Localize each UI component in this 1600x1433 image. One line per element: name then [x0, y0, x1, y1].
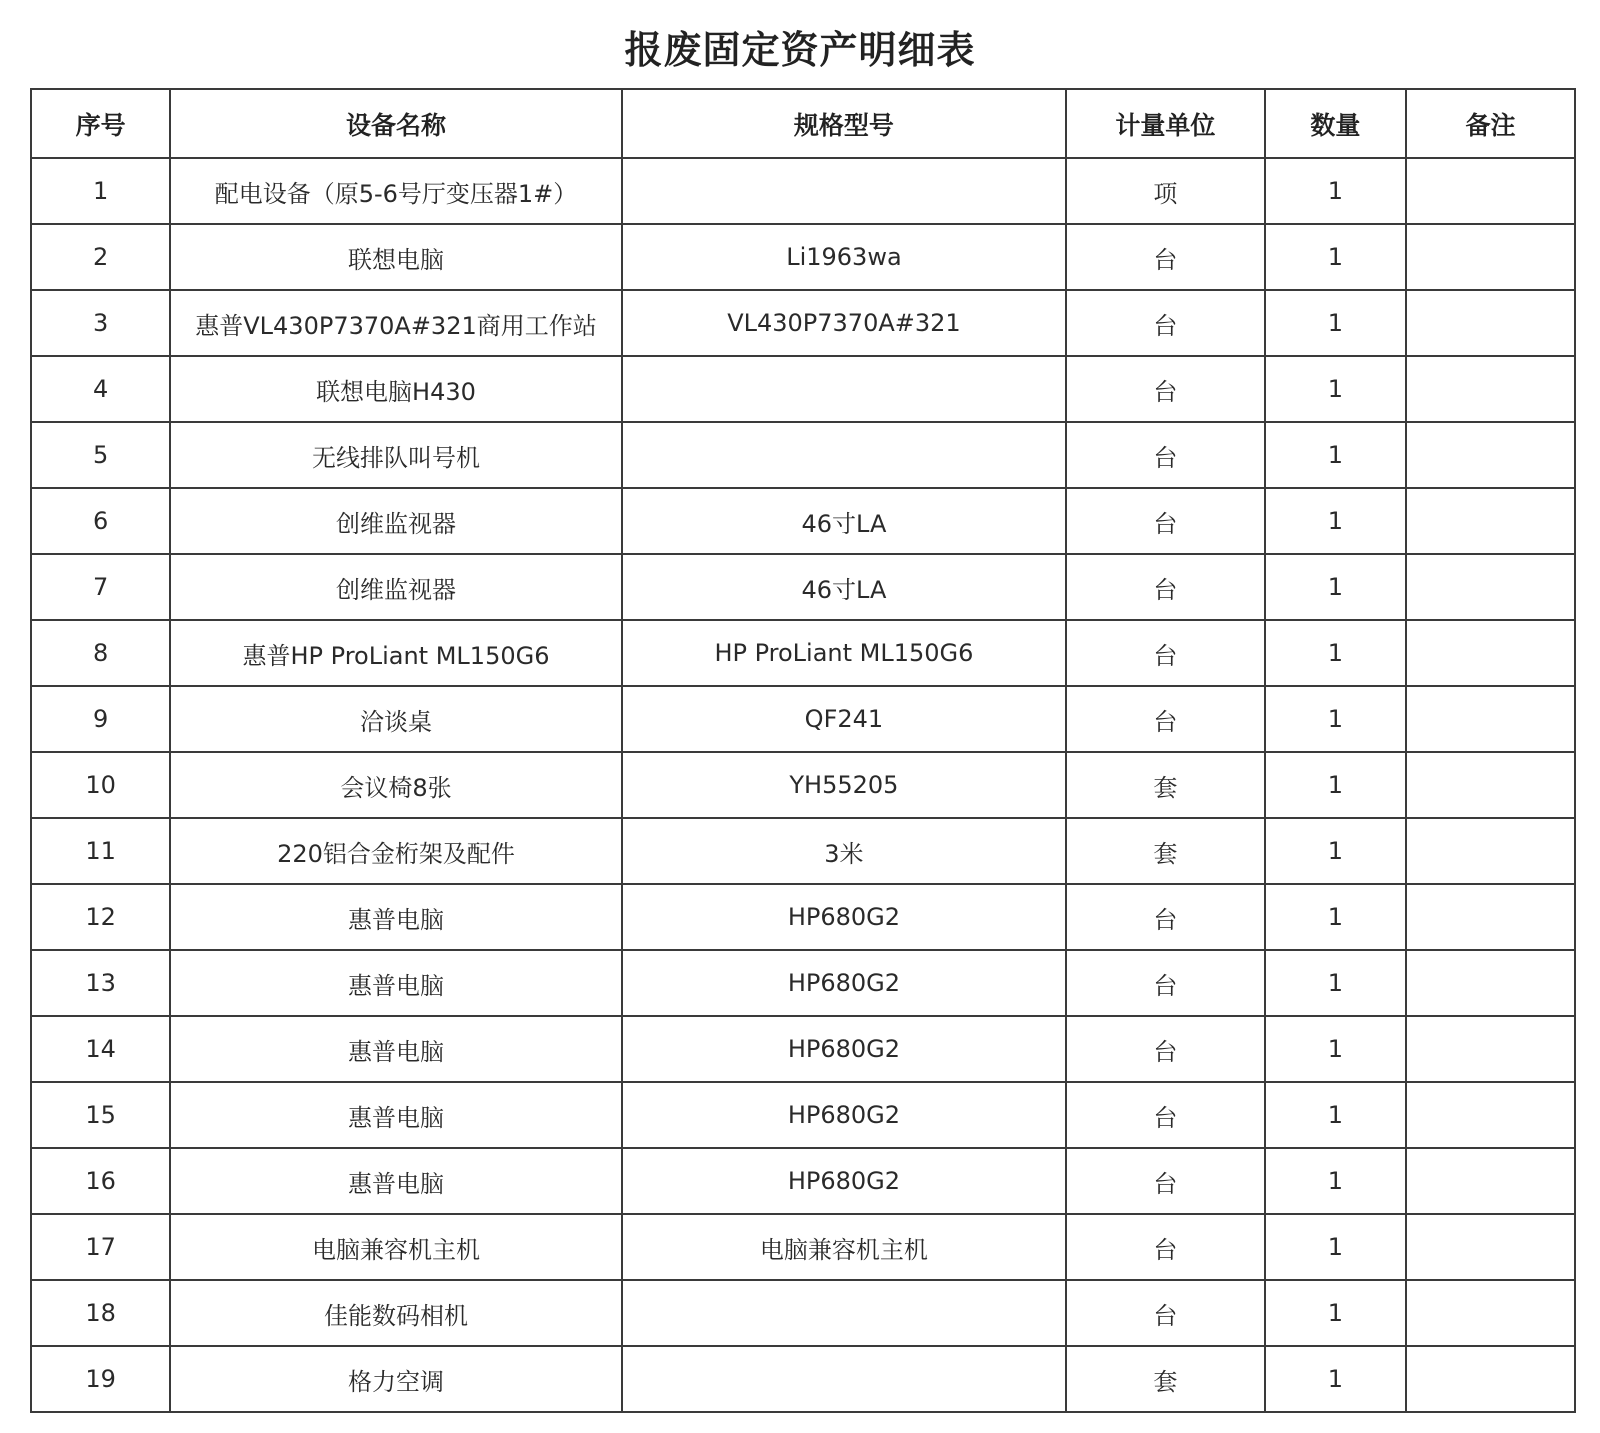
- cell-name: 会议椅8张: [170, 752, 622, 818]
- cell-unit: 台: [1066, 884, 1265, 950]
- cell-no: 7: [31, 554, 170, 620]
- cell-unit: 套: [1066, 1346, 1265, 1412]
- col-header-remark: 备注: [1406, 89, 1575, 158]
- cell-model: QF241: [622, 686, 1066, 752]
- cell-name: 惠普电脑: [170, 1082, 622, 1148]
- cell-qty: 1: [1265, 1082, 1406, 1148]
- cell-remark: [1406, 290, 1575, 356]
- cell-no: 15: [31, 1082, 170, 1148]
- cell-remark: [1406, 422, 1575, 488]
- cell-unit: 台: [1066, 554, 1265, 620]
- table-row: [31, 620, 1575, 686]
- cell-name: 创维监视器: [170, 488, 622, 554]
- table-row: [31, 290, 1575, 356]
- cell-name: 配电设备（原5-6号厅变压器1#）: [170, 158, 622, 224]
- cell-unit: 台: [1066, 488, 1265, 554]
- cell-model: HP ProLiant ML150G6: [622, 620, 1066, 686]
- asset-table: [30, 88, 1576, 1413]
- cell-qty: 1: [1265, 224, 1406, 290]
- cell-no: 18: [31, 1280, 170, 1346]
- cell-qty: 1: [1265, 356, 1406, 422]
- cell-no: 9: [31, 686, 170, 752]
- cell-model: [622, 1346, 1066, 1412]
- cell-model: [622, 158, 1066, 224]
- cell-model: HP680G2: [622, 1082, 1066, 1148]
- cell-qty: 1: [1265, 1346, 1406, 1412]
- cell-model: VL430P7370A#321: [622, 290, 1066, 356]
- cell-model: HP680G2: [622, 1016, 1066, 1082]
- cell-qty: 1: [1265, 422, 1406, 488]
- cell-unit: 台: [1066, 1148, 1265, 1214]
- cell-unit: 台: [1066, 356, 1265, 422]
- cell-model: HP680G2: [622, 884, 1066, 950]
- cell-model: [622, 422, 1066, 488]
- cell-no: 17: [31, 1214, 170, 1280]
- col-header-name: 设备名称: [170, 89, 622, 158]
- cell-unit: 台: [1066, 1280, 1265, 1346]
- cell-qty: 1: [1265, 1016, 1406, 1082]
- cell-qty: 1: [1265, 1280, 1406, 1346]
- cell-model: 46寸LA: [622, 554, 1066, 620]
- cell-unit: 台: [1066, 224, 1265, 290]
- cell-unit: 项: [1066, 158, 1265, 224]
- table-row: [31, 554, 1575, 620]
- cell-model: HP680G2: [622, 1148, 1066, 1214]
- cell-no: 6: [31, 488, 170, 554]
- cell-name: 惠普HP ProLiant ML150G6: [170, 620, 622, 686]
- cell-unit: 台: [1066, 620, 1265, 686]
- col-header-no: 序号: [31, 89, 170, 158]
- cell-name: 惠普电脑: [170, 1016, 622, 1082]
- cell-remark: [1406, 1346, 1575, 1412]
- table-row: [31, 1346, 1575, 1412]
- table-row: [31, 884, 1575, 950]
- cell-no: 14: [31, 1016, 170, 1082]
- table-row: [31, 752, 1575, 818]
- page-title: 报废固定资产明细表: [624, 28, 976, 72]
- cell-name: 洽谈桌: [170, 686, 622, 752]
- cell-name: 惠普电脑: [170, 1148, 622, 1214]
- cell-remark: [1406, 554, 1575, 620]
- cell-remark: [1406, 1214, 1575, 1280]
- cell-name: 惠普VL430P7370A#321商用工作站: [170, 290, 622, 356]
- table-row: [31, 158, 1575, 224]
- cell-name: 联想电脑: [170, 224, 622, 290]
- cell-model: 3米: [622, 818, 1066, 884]
- cell-no: 13: [31, 950, 170, 1016]
- cell-remark: [1406, 1082, 1575, 1148]
- cell-no: 19: [31, 1346, 170, 1412]
- cell-remark: [1406, 1280, 1575, 1346]
- cell-no: 1: [31, 158, 170, 224]
- table-row: [31, 1016, 1575, 1082]
- cell-qty: 1: [1265, 488, 1406, 554]
- cell-name: 创维监视器: [170, 554, 622, 620]
- cell-unit: 套: [1066, 752, 1265, 818]
- col-header-unit: 计量单位: [1066, 89, 1265, 158]
- cell-qty: 1: [1265, 818, 1406, 884]
- table-row: [31, 1214, 1575, 1280]
- cell-unit: 台: [1066, 1214, 1265, 1280]
- cell-unit: 台: [1066, 422, 1265, 488]
- cell-unit: 台: [1066, 950, 1265, 1016]
- cell-unit: 台: [1066, 290, 1265, 356]
- cell-remark: [1406, 488, 1575, 554]
- cell-name: 220铝合金桁架及配件: [170, 818, 622, 884]
- cell-no: 3: [31, 290, 170, 356]
- cell-model: 46寸LA: [622, 488, 1066, 554]
- cell-remark: [1406, 158, 1575, 224]
- cell-name: 联想电脑H430: [170, 356, 622, 422]
- table-row: [31, 950, 1575, 1016]
- cell-remark: [1406, 686, 1575, 752]
- cell-no: 4: [31, 356, 170, 422]
- cell-qty: 1: [1265, 158, 1406, 224]
- cell-name: 无线排队叫号机: [170, 422, 622, 488]
- cell-qty: 1: [1265, 884, 1406, 950]
- cell-remark: [1406, 1148, 1575, 1214]
- cell-no: 10: [31, 752, 170, 818]
- cell-remark: [1406, 950, 1575, 1016]
- cell-model: YH55205: [622, 752, 1066, 818]
- cell-qty: 1: [1265, 554, 1406, 620]
- cell-no: 2: [31, 224, 170, 290]
- cell-model: HP680G2: [622, 950, 1066, 1016]
- table-row: [31, 1280, 1575, 1346]
- cell-name: 电脑兼容机主机: [170, 1214, 622, 1280]
- header-row: [31, 89, 1575, 158]
- cell-no: 5: [31, 422, 170, 488]
- cell-remark: [1406, 818, 1575, 884]
- cell-remark: [1406, 1016, 1575, 1082]
- table-row: [31, 1148, 1575, 1214]
- cell-unit: 套: [1066, 818, 1265, 884]
- cell-no: 11: [31, 818, 170, 884]
- col-header-model: 规格型号: [622, 89, 1066, 158]
- cell-unit: 台: [1066, 1082, 1265, 1148]
- cell-name: 惠普电脑: [170, 950, 622, 1016]
- cell-remark: [1406, 752, 1575, 818]
- col-header-qty: 数量: [1265, 89, 1406, 158]
- cell-qty: 1: [1265, 290, 1406, 356]
- cell-unit: 台: [1066, 1016, 1265, 1082]
- cell-model: [622, 1280, 1066, 1346]
- table-row: [31, 224, 1575, 290]
- table-row: [31, 488, 1575, 554]
- cell-no: 12: [31, 884, 170, 950]
- table-row: [31, 818, 1575, 884]
- cell-qty: 1: [1265, 620, 1406, 686]
- cell-model: 电脑兼容机主机: [622, 1214, 1066, 1280]
- cell-remark: [1406, 884, 1575, 950]
- cell-remark: [1406, 356, 1575, 422]
- cell-qty: 1: [1265, 1148, 1406, 1214]
- cell-unit: 台: [1066, 686, 1265, 752]
- cell-qty: 1: [1265, 686, 1406, 752]
- table-row: [31, 686, 1575, 752]
- table-row: [31, 422, 1575, 488]
- cell-remark: [1406, 620, 1575, 686]
- cell-qty: 1: [1265, 752, 1406, 818]
- cell-name: 格力空调: [170, 1346, 622, 1412]
- cell-model: Li1963wa: [622, 224, 1066, 290]
- table-row: [31, 356, 1575, 422]
- cell-name: 惠普电脑: [170, 884, 622, 950]
- cell-remark: [1406, 224, 1575, 290]
- cell-no: 16: [31, 1148, 170, 1214]
- table-row: [31, 1082, 1575, 1148]
- cell-qty: 1: [1265, 950, 1406, 1016]
- cell-qty: 1: [1265, 1214, 1406, 1280]
- cell-no: 8: [31, 620, 170, 686]
- cell-model: [622, 356, 1066, 422]
- cell-name: 佳能数码相机: [170, 1280, 622, 1346]
